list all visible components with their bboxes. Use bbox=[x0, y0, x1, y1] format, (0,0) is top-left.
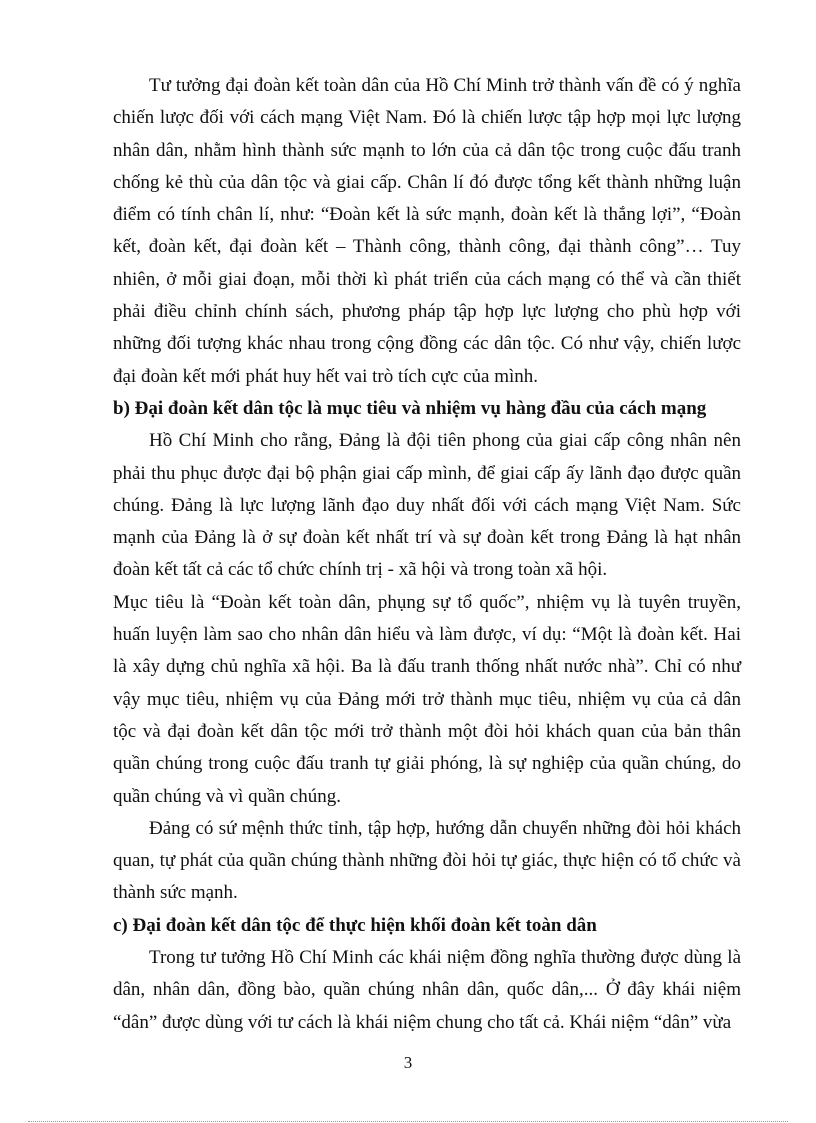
paragraph-strategy: Tư tưởng đại đoàn kết toàn dân của Hồ Chí Minh trở thành vấn đề có ý nghĩa chiến lược đối với cách mạng Việt Nam. Đó là chiến lược tập hợp mọi lực lượng nhân dân, nhằm hình thành sức mạnh to lớn của cả dân tộc trong cuộc đấu tranh chống kẻ thù của dân tộc và giai cấp. Chân lí đó được tổng kết thành những luận điểm có tính chân lí, như: “Đoàn kết là sức mạnh, đoàn kết là thắng lợi”, “Đoàn kết, đoàn kết, đại đoàn kết – Thành công, thành công, đại thành công”… Tuy nhiên, ở mỗi giai đoạn, mỗi thời kì phát triển của cách mạng có thể và cần thiết phải điều chỉnh chính sách, phương pháp tập hợp lực lượng cho phù hợp với những đối tượng khác nhau trong cộng đồng các dân tộc. Có như vậy, chiến lược đại đoàn kết mới phát huy hết vai trò tích cực của mình. bbox=[113, 75, 741, 387]
page-bottom-divider bbox=[28, 1121, 788, 1122]
section-heading-b: b) Đại đoàn kết dân tộc là mục tiêu và nhiệm vụ hàng đầu của cách mạng bbox=[113, 397, 707, 419]
page-number: 3 bbox=[403, 1053, 413, 1072]
paragraph-party-mission: Đảng có sứ mệnh thức tỉnh, tập hợp, hướng dẫn chuyển những đòi hỏi khách quan, tự phát của quần chúng thành những đòi hỏi tự giác, thực hiện có tổ chức và thành sức mạnh. bbox=[113, 817, 741, 904]
document-page bbox=[113, 70, 741, 1039]
paragraph-people-concept: Trong tư tưởng Hồ Chí Minh các khái niệm đồng nghĩa thường được dùng là dân, nhân dân, đồng bào, quần chúng nhân dân, quốc dân,... Ở đây khái niệm “dân” được dùng với tư cách là khái niệm chung cho tất cả. Khái niệm “dân” vừa bbox=[113, 947, 741, 1033]
section-heading-c: c) Đại đoàn kết dân tộc để thực hiện khối đoàn kết toàn dân bbox=[113, 914, 597, 936]
paragraph-party-vanguard: Hồ Chí Minh cho rằng, Đảng là đội tiên phong của giai cấp công nhân nên phải thu phục được đại bộ phận giai cấp mình, để giai cấp ấy lãnh đạo được quần chúng. Đảng là lực lượng lãnh đạo duy nhất đối với cách mạng Việt Nam. Sức mạnh của Đảng là ở sự đoàn kết nhất trí và sự đoàn kết trong Đảng là hạt nhân đoàn kết tất cả các tổ chức chính trị - xã hội và trong toàn xã hội. bbox=[113, 430, 741, 581]
paragraph-objective: Mục tiêu là “Đoàn kết toàn dân, phụng sự tổ quốc”, nhiệm vụ là tuyên truyền, huấn luyện làm sao cho nhân dân hiểu và làm được, ví dụ: “Một là đoàn kết. Hai là xây dựng chủ nghĩa xã hội. Ba là đấu tranh thống nhất nước nhà”. Chỉ có như vậy mục tiêu, nhiệm vụ của Đảng mới trở thành mục tiêu, nhiệm vụ của cả dân tộc và đại đoàn kết dân tộc mới trở thành một đòi hỏi khách quan của bản thân quần chúng trong cuộc đấu tranh tự giải phóng, là sự nghiệp của quần chúng, do quần chúng và vì quần chúng. bbox=[113, 591, 741, 807]
